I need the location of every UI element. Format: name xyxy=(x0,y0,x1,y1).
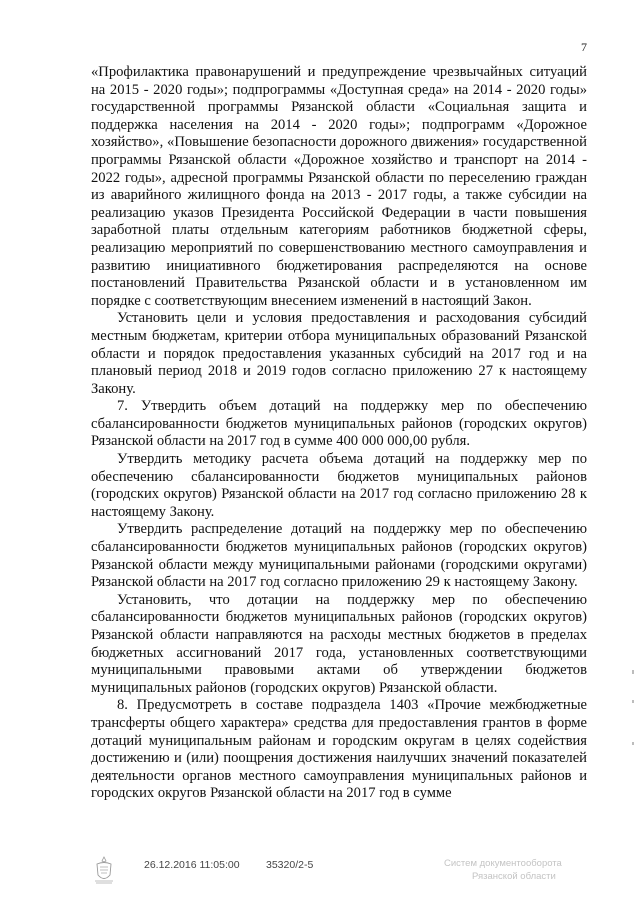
stamp-line-1: Систем документооборота xyxy=(444,858,562,869)
stamp-line-2: Рязанской области xyxy=(472,871,556,882)
registration-stamp xyxy=(444,857,594,883)
paragraph-subsidy-conditions: Установить цели и условия предоставления и расходования субсидий местным бюджетам, критерии отбора муниципальных образований Рязанской области и порядок предоставления указанных субсидий на 2017 год и на плановый период 2018 и 2019 годов согласно приложению 27 к настоящему Закону. xyxy=(91,310,587,397)
scan-edge-mark xyxy=(632,742,634,745)
scan-edge-mark xyxy=(632,700,634,703)
law-text-body xyxy=(91,64,587,803)
paragraph-subprograms-continuation: «Профилактика правонарушений и предупреждение чрезвычайных ситуаций на 2015 - 2020 годы»; подпрограммы «Доступная среда» на 2014 - 2020 годы» государственной программы Рязанской области «Социальная защита и поддержка населения на 2014 - 2020 годы»; подпрограмм «Дорожное хозяйство», «Повышение безопасности дорожного движения» государственной программы Рязанской области «Дорожное хозяйство и транспорт на 2014 - 2022 годы», адресной программы Рязанской области по переселению граждан из аварийного жилищного фонда на 2013 - 2017 годы, а также субсидии на реализацию указов Президента Российской Федерации в части повышения заработной платы отдельным категориям работников бюджетной сферы, реализацию мероприятий по совершенствованию местного самоуправления и развитию инициативного бюджетирования распределяются на основе постановлений Правительства Рязанской области и в установленном им порядке с соответствующим внесением изменений в настоящий Закон. xyxy=(91,64,587,309)
document-timestamp: 26.12.2016 11:05:00 xyxy=(144,859,240,871)
document-code: 35320/2-5 xyxy=(266,859,314,871)
page-number: 7 xyxy=(581,40,587,54)
page-footer xyxy=(0,855,640,895)
paragraph-grants-distribution: Утвердить распределение дотаций на поддержку мер по обеспечению сбалансированности бюджетов муниципальных районов (городских округов) Рязанской области между муниципальными районами (городскими округами) Рязанской области на 2017 год согласно приложению 29 к настоящему Закону. xyxy=(91,521,587,591)
coat-of-arms-icon xyxy=(92,855,116,885)
paragraph-item-8-other-transfers: 8. Предусмотреть в составе подраздела 1403 «Прочие межбюджетные трансферты общего характера» средства для предоставления грантов в форме дотаций муниципальным районам и городским округам в целях содействия достижению и (или) поощрения достижения наилучших значений показателей деятельности органов местного самоуправления муниципальных районов и городских округов Рязанской области на 2017 год в сумме xyxy=(91,697,587,802)
paragraph-item-7-grants-volume: 7. Утвердить объем дотаций на поддержку мер по обеспечению сбалансированности бюджетов муниципальных районов (городских округов) Рязанской области на 2017 год в сумме 400 000 000,00 рубля. xyxy=(91,398,587,450)
paragraph-grants-purpose: Установить, что дотации на поддержку мер по обеспечению сбалансированности бюджетов муниципальных районов (городских округов) Рязанской области направляются на расходы местных бюджетов в пределах бюджетных ассигнований 2017 года, установленных соответствующими муниципальными правовыми актами об утверждении бюджетов муниципальных районов (городских округов) Рязанской области. xyxy=(91,591,587,696)
paragraph-grants-methodology: Утвердить методику расчета объема дотаций на поддержку мер по обеспечению сбалансированности бюджетов муниципальных районов (городских округов) Рязанской области на 2017 год согласно приложению 28 к настоящему Закону. xyxy=(91,451,587,520)
scan-edge-mark xyxy=(632,670,634,674)
